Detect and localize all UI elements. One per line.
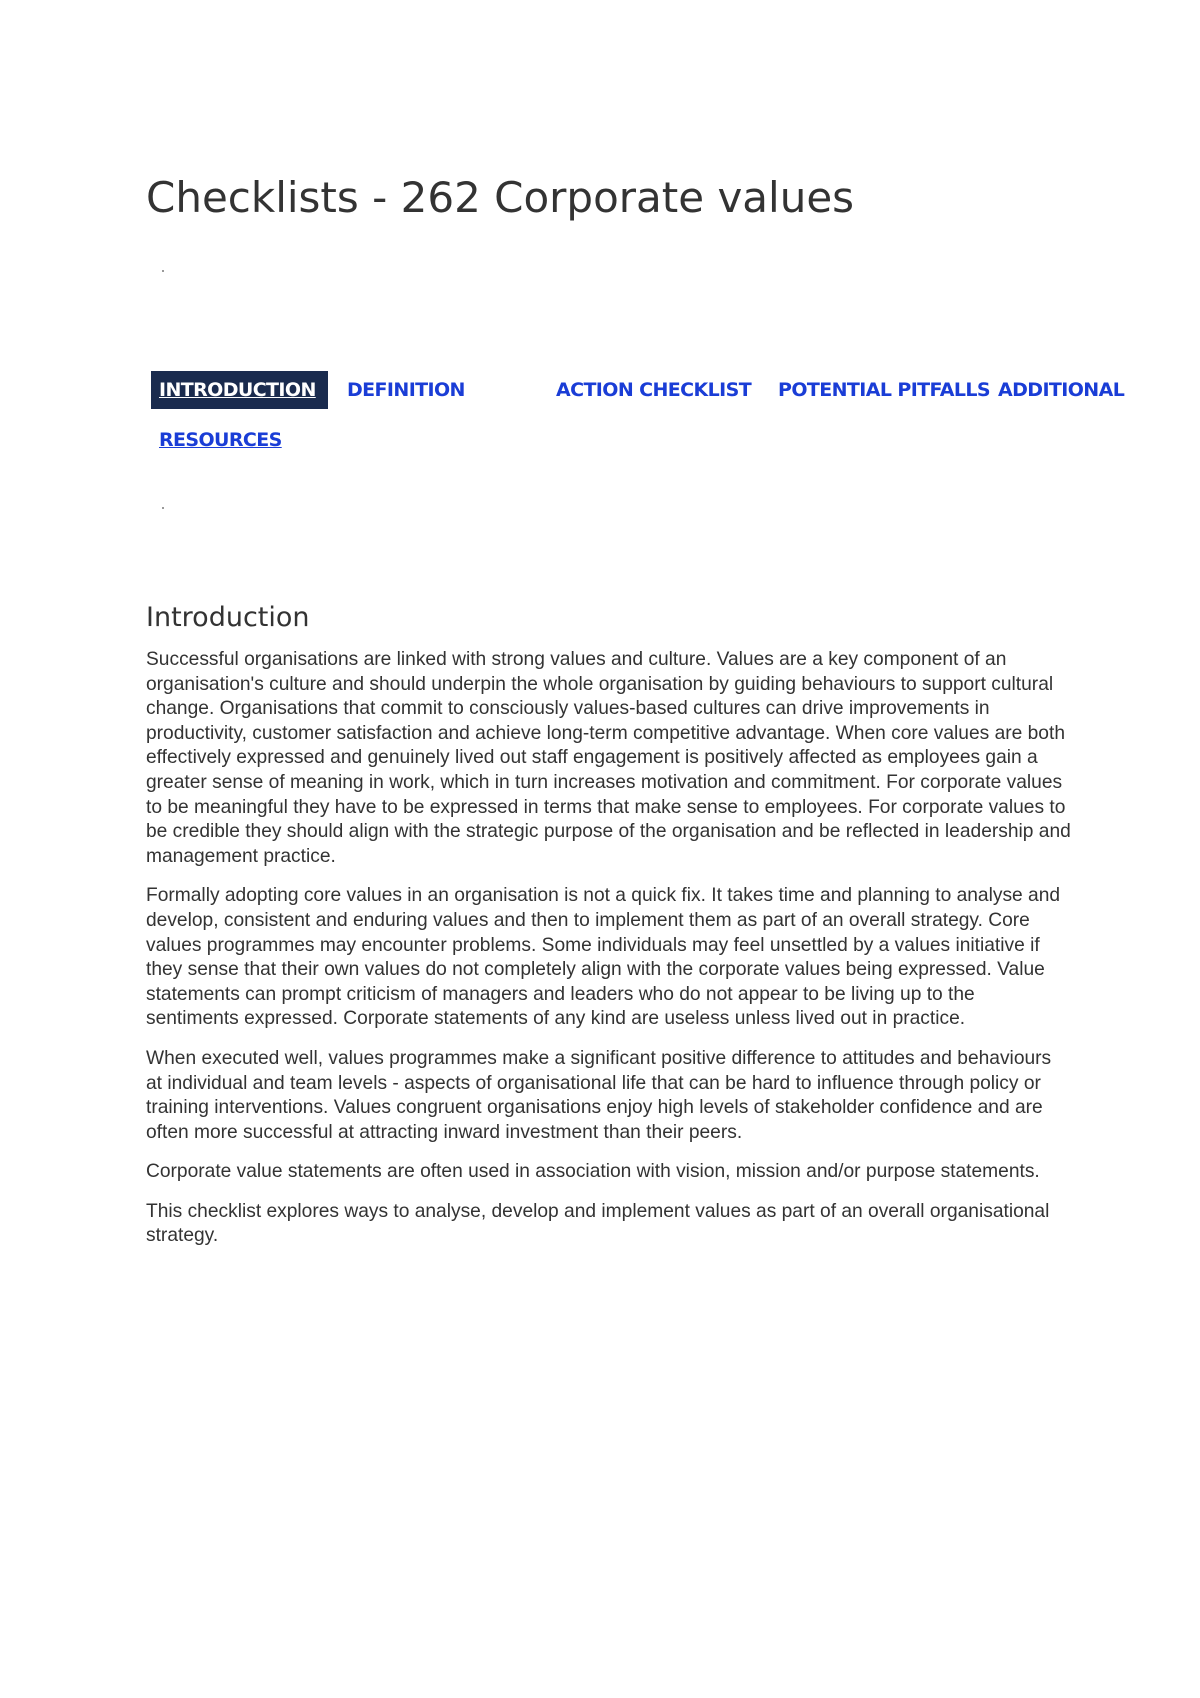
tab-action-checklist[interactable]: ACTION CHECKLIST: [556, 379, 752, 401]
paragraph: Formally adopting core values in an organisation is not a quick fix. It takes time and planning to analyse and develop, consistent and enduring values and then to implement them as part of an overall strategy. Core values programmes may encounter problems. Some individuals may feel unsettled by a values initiative if they sense that their own values do not completely align with the corporate values being expressed. Value statements can prompt criticism of managers and leaders who do not appear to be living up to the sentiments expressed. Corporate statements of any kind are useless unless lived out in practice.: [146, 885, 1061, 1030]
anchor-marker: [162, 507, 164, 509]
tab-introduction[interactable]: INTRODUCTION: [151, 371, 328, 409]
section-heading: Introduction: [146, 602, 310, 633]
paragraph: This checklist explores ways to analyse, develop and implement values as part of an overall organisational strategy.: [146, 1200, 1050, 1247]
tab-additional[interactable]: ADDITIONAL: [998, 379, 1125, 401]
tab-potential-pitfalls[interactable]: POTENTIAL PITFALLS: [778, 379, 990, 401]
tab-resources[interactable]: RESOURCES: [159, 429, 282, 451]
paragraph: Successful organisations are linked with strong values and culture. Values are a key component of an organisation's culture and should underpin the whole organisation by guiding behaviours to support cultural change. Organisations that commit to consciously values-based cultures can drive improvements in productivity, customer satisfaction and achieve long-term competitive advantage. When core values are both effectively expressed and genuinely lived out staff engagement is positively affected as employees gain a greater sense of meaning in work, which in turn increases motivation and commitment. For corporate values to be meaningful they have to be expressed in terms that make sense to employees. For corporate values to be credible they should align with the strategic purpose of the organisation and be reflected in leadership and management practice.: [146, 649, 1071, 867]
paragraph: Corporate value statements are often used in association with vision, mission and/or purpose statements.: [146, 1161, 1040, 1183]
page-title: Checklists - 262 Corporate values: [146, 173, 855, 222]
section-body: [146, 648, 1071, 1264]
anchor-marker: [162, 270, 164, 272]
paragraph: When executed well, values programmes make a significant positive difference to attitudes and behaviours at individual and team levels - aspects of organisational life that can be hard to influence through policy or training interventions. Values congruent organisations enjoy high levels of stakeholder confidence and are often more successful at attracting inward investment than their peers.: [146, 1047, 1052, 1143]
tab-definition[interactable]: DEFINITION: [347, 379, 465, 401]
